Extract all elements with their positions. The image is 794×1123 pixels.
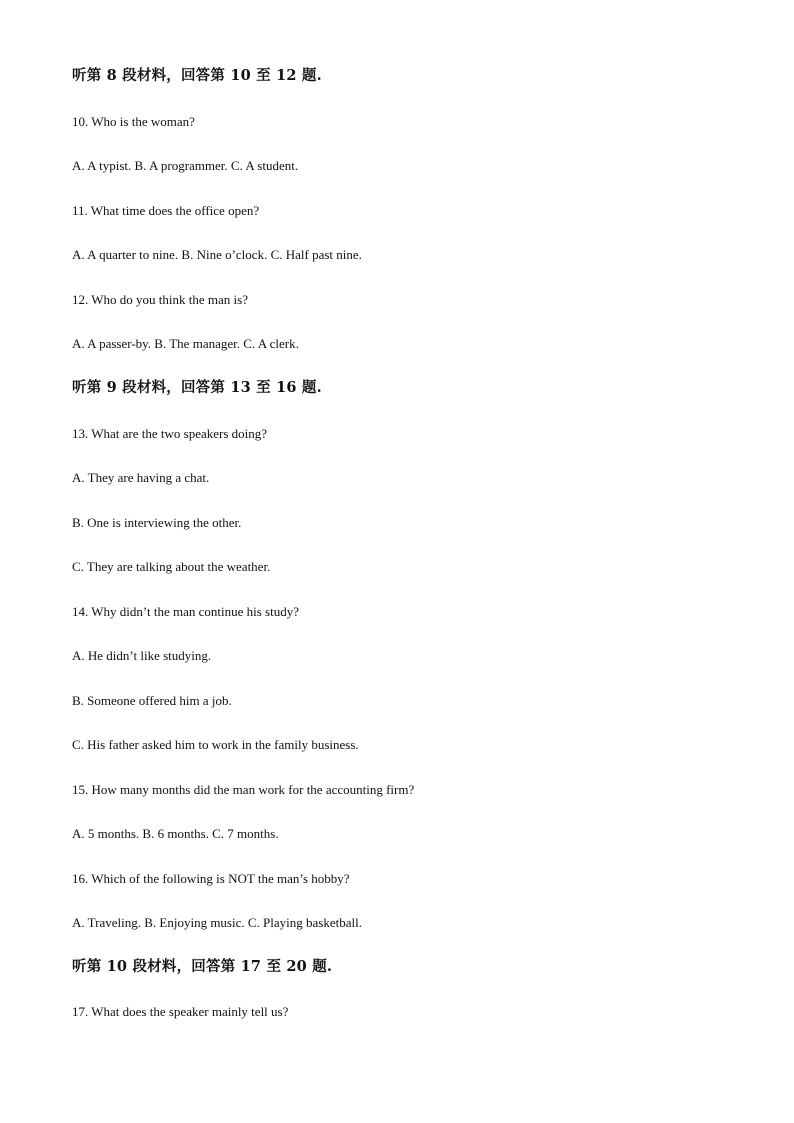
question-11: 11. What time does the office open? xyxy=(72,203,260,218)
question-13: 13. What are the two speakers doing? xyxy=(72,426,268,441)
options-10: A. A typist. B. A programmer. C. A student. xyxy=(72,158,299,173)
option-13-b: B. One is interviewing the other. xyxy=(72,515,242,530)
question-12: 12. Who do you think the man is? xyxy=(72,292,248,307)
section-heading: 听第 9 段材料，回答第 13 至 16 题. xyxy=(72,379,322,396)
options-12: A. A passer-by. B. The manager. C. A clerk. xyxy=(72,336,299,351)
question-16: 16. Which of the following is NOT the man’s hobby? xyxy=(72,871,350,886)
options-16: A. Traveling. B. Enjoying music. C. Playing basketball. xyxy=(72,915,362,930)
section-heading: 听第 8 段材料，回答第 10 至 12 题. xyxy=(72,67,322,84)
option-13-a: A. They are having a chat. xyxy=(72,470,210,485)
question-15: 15. How many months did the man work for the accounting firm? xyxy=(72,782,415,797)
question-10: 10. Who is the woman? xyxy=(72,114,195,129)
options-15: A. 5 months. B. 6 months. C. 7 months. xyxy=(72,826,279,841)
question-17: 17. What does the speaker mainly tell us? xyxy=(72,1004,289,1019)
option-13-c: C. They are talking about the weather. xyxy=(72,559,271,574)
option-14-c: C. His father asked him to work in the family business. xyxy=(72,737,359,752)
option-14-b: B. Someone offered him a job. xyxy=(72,693,232,708)
options-11: A. A quarter to nine. B. Nine o’clock. C. Half past nine. xyxy=(72,247,362,262)
option-14-a: A. He didn’t like studying. xyxy=(72,648,212,663)
section-heading: 听第 10 段材料，回答第 17 至 20 题. xyxy=(72,958,333,975)
question-14: 14. Why didn’t the man continue his study? xyxy=(72,604,299,619)
